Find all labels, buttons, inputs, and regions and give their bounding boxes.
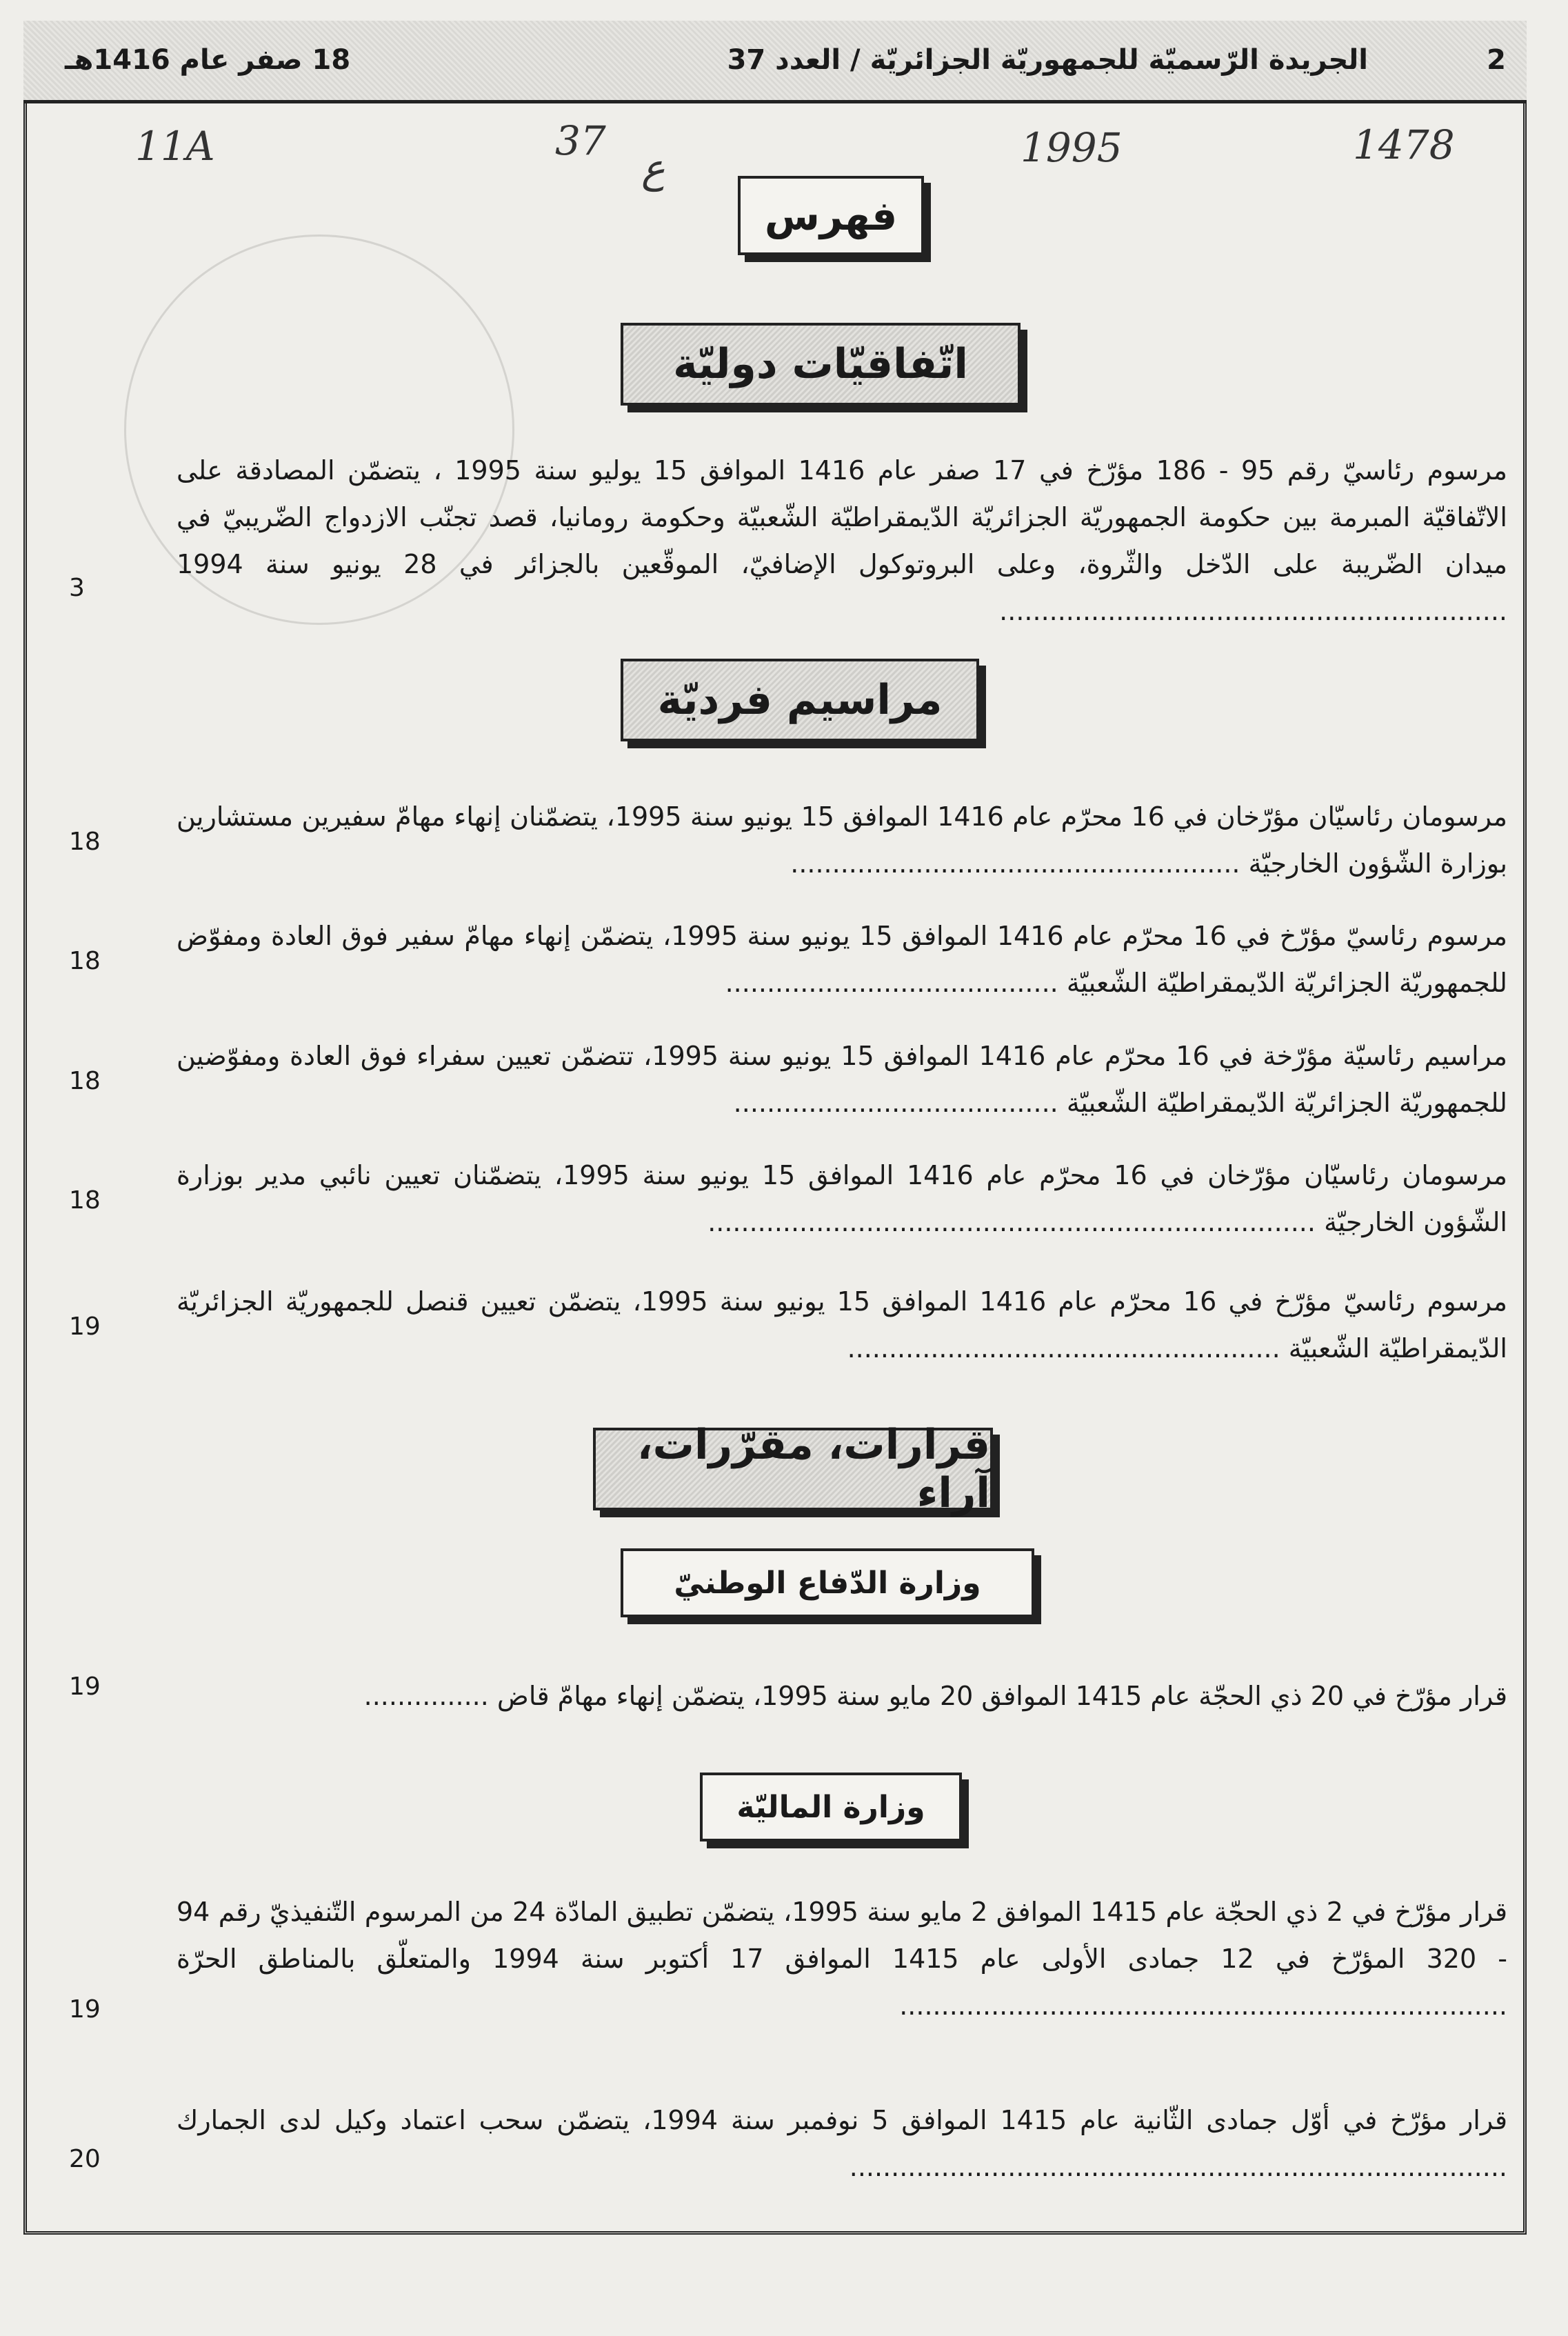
handwritten-note-right: 1478: [1353, 121, 1455, 168]
entry-text: مرسوم رئاسيّ مؤرّخ في 16 محرّم عام 1416 الموافق 15 يونيو سنة 1995، يتضمّن تعيين قنصل للجمهوريّة الجزائريّة الدّيمقراطيّة الشّعبيّة: [177, 1286, 1507, 1364]
entry-text: قرار مؤرّخ في 2 ذي الحجّة عام 1415 الموافق 2 مايو سنة 1995، يتضمّن تطبيق المادّة 24 من المرسوم التّنفيذيّ رقم 94 - 320 المؤرّخ في 12 جمادى الأولى عام 1415 الموافق 17 أكتوبر سنة 1994 والمتعلّق بالمناطق الحرّة: [177, 1897, 1508, 1974]
section-title-text: قرارات، مقرّرات، آراء: [636, 1421, 990, 1517]
header-page-number: 2: [1487, 44, 1506, 76]
leader-dots: .........................................................................: [899, 1990, 1507, 2021]
entry-text: قرار مؤرّخ في أوّل جمادى الثّانية عام 1415 الموافق 5 نوفمبر سنة 1994، يتضمّن سحب اعتماد وكيل لدى الجمارك: [177, 2105, 1507, 2135]
leader-dots: .............................................................: [999, 596, 1507, 626]
subsection-title-text: وزارة الدّفاع الوطنيّ: [674, 1565, 981, 1601]
leader-dots: ...............................................................................: [849, 2152, 1507, 2182]
handwritten-note-left: 11A: [135, 123, 215, 170]
leader-dots: .......................................: [733, 1088, 1058, 1118]
index-title-text: فهرس: [764, 192, 898, 239]
index-entry: [177, 912, 1507, 1006]
index-entry: [177, 2097, 1507, 2190]
section-title-decisions: [593, 1421, 993, 1517]
section-title-individual-decrees: [621, 659, 979, 741]
entry-text: مراسيم رئاسيّة مؤرّخة في 16 محرّم عام 1416 الموافق 15 يونيو سنة 1995، تتضمّن تعيين سفراء فوق العادة ومفوّضين للجمهوريّة الجزائريّة الدّيمقراطيّة الشّعبيّة: [177, 1041, 1507, 1118]
leader-dots: ....................................................: [847, 1333, 1280, 1364]
leader-dots: .........................................................................: [707, 1207, 1316, 1237]
entry-page-number: 20: [69, 2145, 101, 2173]
subsection-title-finance: [700, 1773, 962, 1841]
subsection-title-text: وزارة الماليّة: [736, 1789, 925, 1825]
index-entry: [177, 1278, 1507, 1372]
entry-text: قرار مؤرّخ في 20 ذي الحجّة عام 1415 الموافق 20 مايو سنة 1995، يتضمّن إنهاء مهامّ قاض: [496, 1681, 1507, 1711]
handwritten-note-center: 37: [555, 117, 606, 164]
entry-page-number: 18: [69, 1067, 101, 1095]
entry-text: مرسوم رئاسيّ رقم 95 - 186 مؤرّخ في 17 صفر عام 1416 الموافق 15 يوليو سنة 1995 ، يتضمّن المصادقة على الاتّفاقيّة المبرمة بين حكومة الجمهوريّة الجزائريّة الدّيمقراطيّة الشّعبيّة وحكومة رومانيا، قصد تجنّب الازدواج الضّريبيّ في ميدان الضّريبة على الدّخل والثّروة، وعلى البروتوكول الإضافيّ، الموقّعين بالجزائر في 28 يونيو سنة 1994: [177, 455, 1507, 579]
index-entry: [177, 1032, 1507, 1126]
section-title-international-agreements: [621, 323, 1021, 406]
subsection-title-defense: [621, 1548, 1034, 1617]
entry-page-number: 18: [69, 1186, 101, 1215]
section-title-text: مراسيم فرديّة: [657, 676, 943, 724]
leader-dots: ...............: [363, 1681, 489, 1711]
index-entry: [177, 1673, 1507, 1719]
entry-page-number: 18: [69, 947, 101, 975]
handwritten-note-center-letter: ع: [641, 145, 665, 192]
entry-text: مرسومان رئاسيّان مؤرّخان في 16 محرّم عام 1416 الموافق 15 يونيو سنة 1995، يتضمّنان إنهاء مهامّ سفيرين مستشارين بوزارة الشّؤون الخارجيّة: [177, 801, 1507, 879]
page-header: [23, 21, 1527, 103]
section-title-text: اتّفاقيّات دوليّة: [673, 340, 968, 388]
header-date: 18 صفر عام 1416هـ: [65, 44, 351, 76]
index-entry: [177, 1888, 1507, 2029]
entry-page-number: 19: [69, 1673, 101, 1701]
entry-text: مرسومان رئاسيّان مؤرّخان في 16 محرّم عام 1416 الموافق 15 يونيو سنة 1995، يتضمّنان تعيين نائبي مدير بوزارة الشّؤون الخارجيّة: [177, 1160, 1507, 1237]
entry-text: مرسوم رئاسيّ مؤرّخ في 16 محرّم عام 1416 الموافق 15 يونيو سنة 1995، يتضمّن إنهاء مهامّ سفير فوق العادة ومفوّض للجمهوريّة الجزائريّة الدّيمقراطيّة الشّعبيّة: [177, 921, 1508, 998]
index-entry: [177, 793, 1507, 887]
entry-page-number: 19: [69, 1995, 101, 2024]
index-entry: [177, 447, 1507, 635]
entry-page-number: 19: [69, 1312, 101, 1341]
leader-dots: ......................................................: [790, 848, 1240, 879]
index-title: [738, 176, 924, 255]
handwritten-year: 1995: [1021, 124, 1123, 171]
entry-page-number: 3: [69, 574, 85, 602]
index-entry: [177, 1152, 1507, 1246]
leader-dots: ........................................: [725, 968, 1058, 998]
header-title: الجريدة الرّسميّة للجمهوريّة الجزائريّة / العدد 37: [727, 44, 1368, 76]
entry-page-number: 18: [69, 828, 101, 856]
